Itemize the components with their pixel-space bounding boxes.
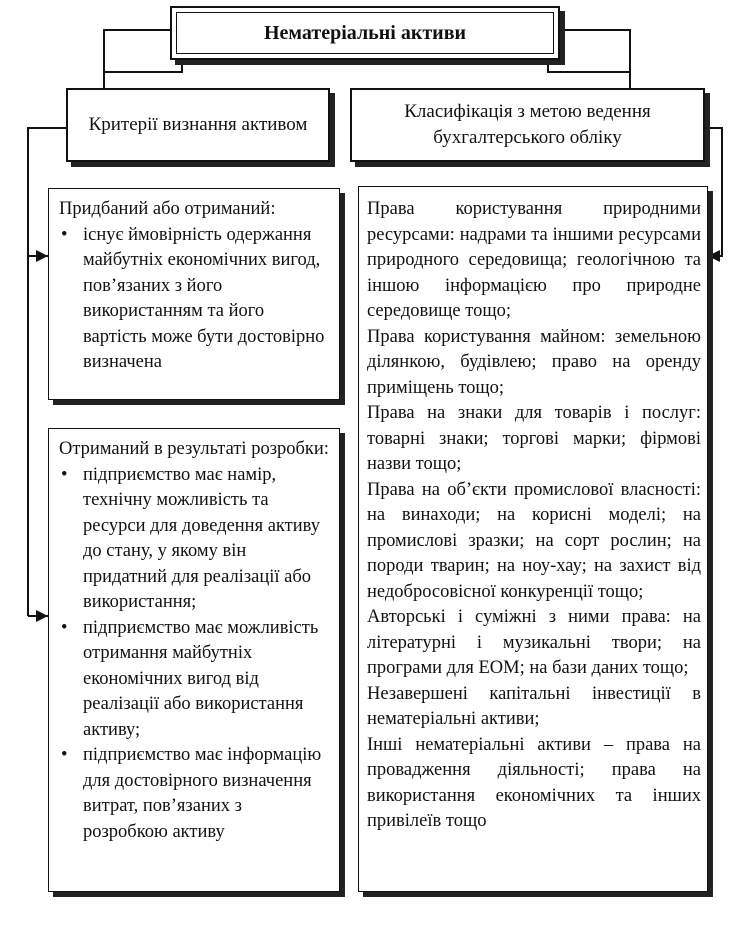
criteria-box-developed [48, 428, 340, 892]
header-classification [350, 88, 705, 162]
title-box [170, 6, 560, 60]
header-classification-label: Класифікація з метою ведення бухгалтерського обліку [404, 101, 651, 148]
criteria-bullet: • підприємство має намір, технічну можливість та ресурси для доведення активу до стану, у якому він придатний для реалізації або використання; [59, 463, 333, 616]
arrow-to-criteria-1-icon [36, 250, 48, 262]
criteria-lead: Придбаний або отриманий: [59, 199, 276, 219]
criteria-bullet: • існує ймовірність одержання майбутніх економічних вигод, пов’язаних з його використанням та його вартість може бути достовірно визначена [59, 223, 333, 376]
classification-item: Права користування природними ресурсами: надрами та іншими ресурсами природного середовища; геологічною та іншою інформацією про природне середовище тощо; [367, 199, 701, 321]
classification-item: Права користування майном: земельною ділянкою, будівлею; право на оренду приміщень тощо; [367, 326, 701, 398]
header-criteria [66, 88, 330, 162]
classification-item: Права на об’єкти промислової власності: на винаходи; на корисні моделі; на промислові зразки; на сорт рослин; на породи тварин; на ноу-хау; на захист від недобросовісної конкуренції тощо; [367, 479, 701, 602]
criteria-box-acquired [48, 188, 340, 400]
classification-item: Права на знаки для товарів і послуг: товарні знаки; торгові марки; фірмові назви тощо; [367, 403, 701, 474]
classification-item: Незавершені капітальні інвестиції в нематеріальні активи; [367, 683, 701, 729]
criteria-bullet: • підприємство має інформацію для достовірного визначення витрат, пов’язаних з розробкою активу [59, 743, 333, 845]
classification-item: Інші нематеріальні активи – права на провадження діяльності; права на використання економічних та інших привілеїв тощо [367, 734, 701, 831]
diagram-title: Нематеріальні активи [176, 12, 554, 54]
connector-title-right [560, 30, 630, 88]
criteria-bullet: • підприємство має можливість отримання майбутніх економічних вигод від реалізації або використання активу; [59, 616, 333, 744]
criteria-lead: Отриманий в результаті розробки: [59, 439, 329, 459]
connector-title-left-inner [104, 60, 182, 72]
classification-item: Авторські і суміжні з ними права: на літературні і музикальні твори; на програми для ЕОМ; на бази даних тощо; [367, 607, 701, 678]
classification-box [358, 186, 708, 892]
header-criteria-label: Критерії визнання активом [88, 114, 308, 136]
arrow-to-criteria-2-icon [36, 610, 48, 622]
criteria-bullet-list [59, 223, 333, 376]
connector-title-left [104, 30, 170, 88]
criteria-bullet-list [59, 463, 333, 846]
arrow-to-classification-icon [708, 250, 720, 262]
connector-title-right-inner [548, 60, 630, 72]
